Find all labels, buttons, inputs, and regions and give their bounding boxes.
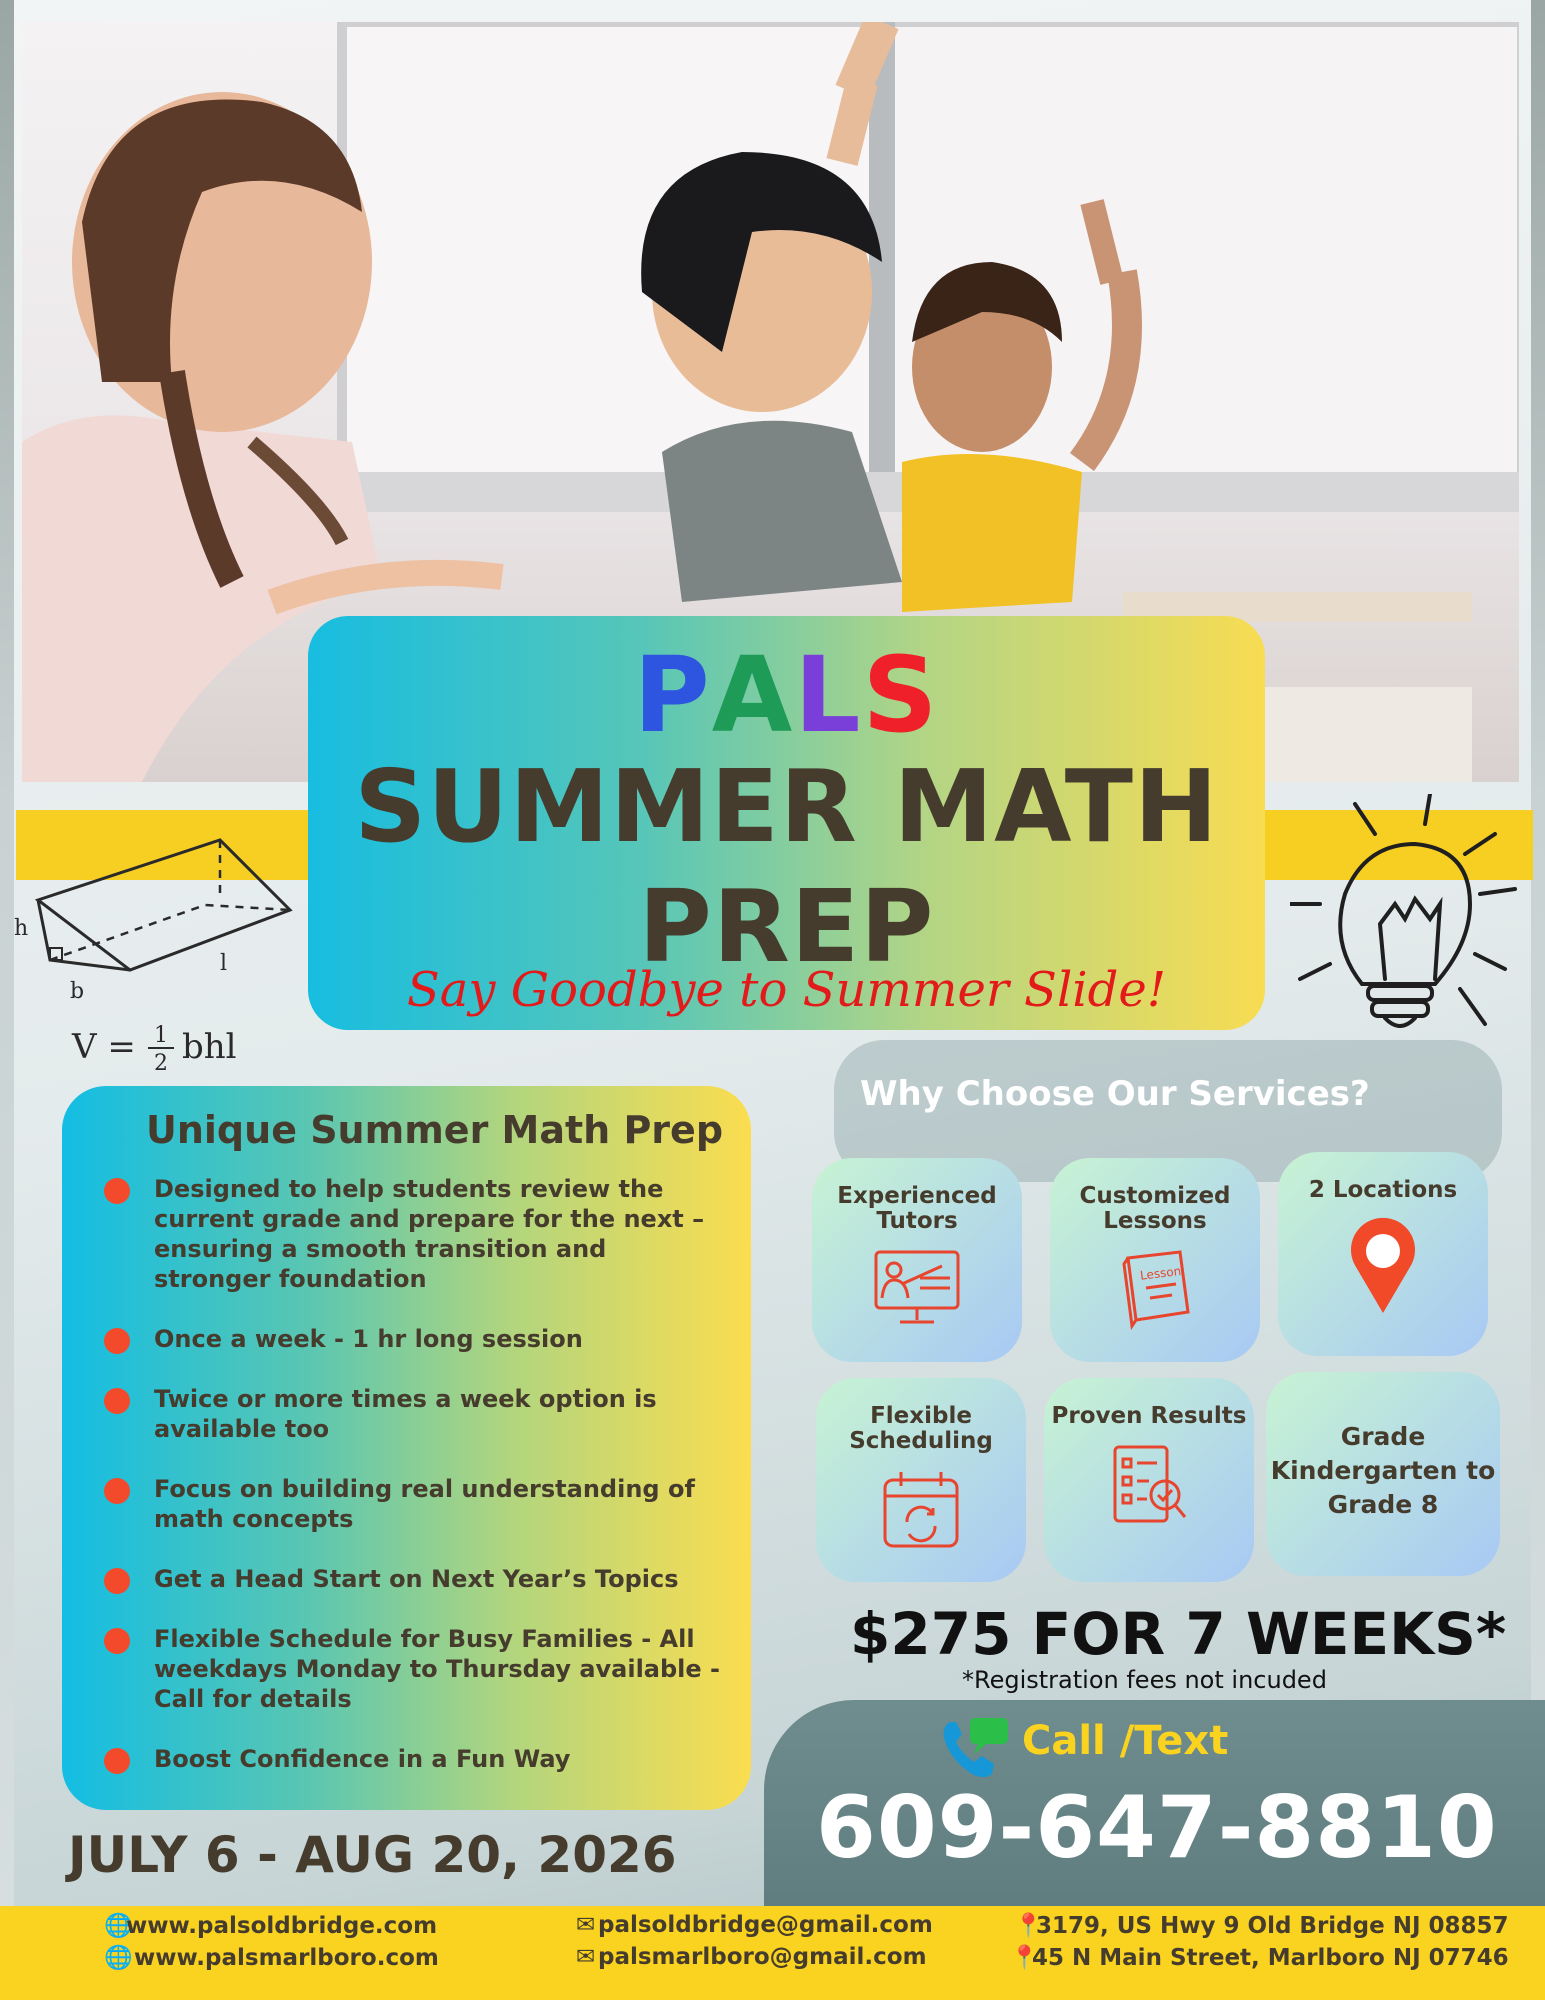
service-tile-locations — [1278, 1152, 1488, 1356]
bullet-dot — [104, 1628, 130, 1654]
program-details-card — [62, 1086, 751, 1810]
logo-letter-p: P — [633, 634, 712, 756]
address-text: 45 N Main Street, Marlboro NJ 07746 — [1032, 1945, 1509, 1971]
service-tile-results — [1044, 1378, 1254, 1582]
bullet-text: Boost Confidence in a Fun Way — [154, 1745, 571, 1773]
email-oldbridge[interactable] — [576, 1912, 933, 1938]
list-item — [104, 1474, 724, 1534]
bullet-dot — [104, 1388, 130, 1414]
services-heading: Why Choose Our Services? — [860, 1074, 1370, 1114]
program-heading: Unique Summer Math Prep — [146, 1108, 724, 1152]
bullet-dot — [104, 1478, 130, 1504]
service-tile-tutors — [812, 1158, 1022, 1362]
slogan: Say Goodbye to Summer Slide! — [406, 962, 1167, 1018]
globe-icon: 🌐 — [104, 1913, 133, 1939]
service-tile-grades — [1266, 1372, 1500, 1576]
program-bullet-list — [104, 1174, 724, 1804]
website-link[interactable]: www.palsmarlboro.com — [134, 1945, 439, 1971]
email-link[interactable]: palsoldbridge@gmail.com — [598, 1912, 933, 1938]
prism-math-doodle — [10, 830, 310, 1080]
service-tile-label: Customized Lessons — [1079, 1183, 1231, 1234]
doodle-formula-left: V = — [72, 1027, 136, 1067]
list-item — [104, 1174, 724, 1294]
service-tile-label: Proven Results — [1051, 1403, 1247, 1429]
bullet-dot — [104, 1178, 130, 1204]
bullet-dot — [104, 1748, 130, 1774]
main-title-line-2: PREP — [638, 868, 935, 985]
call-text-label: Call /Text — [1022, 1718, 1229, 1764]
address-marlboro — [1010, 1944, 1509, 1971]
service-tile-label: Grade Kindergarten to Grade 8 — [1270, 1422, 1496, 1519]
teacher-board-icon — [872, 1248, 962, 1332]
bullet-text: Flexible Schedule for Busy Families - All weekdays Monday to Thursday available - Call for details — [154, 1625, 721, 1713]
main-title-line-1: SUMMER MATH — [354, 748, 1219, 865]
list-item — [104, 1744, 724, 1774]
bullet-text: Focus on building real understanding of math concepts — [154, 1475, 695, 1533]
envelope-icon: ✉ — [576, 1944, 596, 1970]
doodle-label-l: l — [220, 951, 228, 976]
list-item — [104, 1564, 724, 1594]
email-marlboro[interactable] — [576, 1944, 927, 1970]
phone-number[interactable]: 609-647-8810 — [816, 1778, 1498, 1878]
title-card — [308, 616, 1265, 1030]
logo-letter-s: S — [862, 634, 940, 756]
checklist-search-icon — [1107, 1443, 1191, 1527]
doodle-formula-den: 2 — [154, 1051, 168, 1076]
list-item — [104, 1324, 724, 1354]
lesson-book-icon — [1110, 1248, 1200, 1332]
bullet-dot — [104, 1568, 130, 1594]
address-oldbridge — [1014, 1912, 1509, 1939]
doodle-formula-num: 1 — [154, 1023, 168, 1048]
bullet-text: Get a Head Start on Next Year’s Topics — [154, 1565, 679, 1593]
service-tile-lessons — [1050, 1158, 1260, 1362]
phone-chat-icon — [938, 1714, 1012, 1784]
bullet-dot — [104, 1328, 130, 1354]
service-tile-label: Experienced Tutors — [837, 1183, 997, 1234]
website-link[interactable]: www.palsoldbridge.com — [126, 1913, 438, 1939]
program-dates: JULY 6 - AUG 20, 2026 — [68, 1826, 677, 1884]
service-tile-label: 2 Locations — [1308, 1177, 1458, 1203]
lesson-book-icon-text: Lesson — [1139, 1263, 1182, 1283]
bullet-text: Twice or more times a week option is available too — [154, 1385, 657, 1443]
price-footnote: *Registration fees not incuded — [962, 1666, 1327, 1694]
list-item — [104, 1624, 724, 1714]
address-text: 3179, US Hwy 9 Old Bridge NJ 08857 — [1036, 1913, 1509, 1939]
website-marlboro[interactable] — [104, 1944, 439, 1971]
logo-letter-a: A — [711, 634, 795, 756]
logo-letter-l: L — [794, 634, 863, 756]
email-link[interactable]: palsmarlboro@gmail.com — [598, 1944, 927, 1970]
service-tile-scheduling — [816, 1378, 1026, 1582]
contact-footer — [0, 1906, 1545, 2000]
light-bulb-icon — [1290, 794, 1530, 1074]
doodle-label-b: b — [70, 979, 85, 1004]
calendar-icon — [879, 1468, 963, 1552]
bullet-text: Designed to help students review the current grade and prepare for the next – ensuring a smooth transition and stronger foundation — [154, 1175, 705, 1293]
envelope-icon: ✉ — [576, 1912, 596, 1938]
doodle-label-h: h — [14, 916, 29, 941]
pals-logo — [308, 634, 1265, 756]
price-headline: $275 FOR 7 WEEKS* — [850, 1600, 1507, 1668]
map-pin-icon: 📍 — [1010, 1945, 1039, 1971]
globe-icon: 🌐 — [104, 1945, 133, 1971]
map-pin-icon: 📍 — [1014, 1913, 1043, 1939]
location-pin-icon — [1348, 1217, 1418, 1317]
list-item — [104, 1384, 724, 1444]
bullet-text: Once a week - 1 hr long session — [154, 1325, 583, 1353]
website-oldbridge[interactable] — [104, 1912, 437, 1939]
service-tile-label: Flexible Scheduling — [849, 1403, 993, 1454]
doodle-formula-right: bhl — [182, 1027, 237, 1067]
